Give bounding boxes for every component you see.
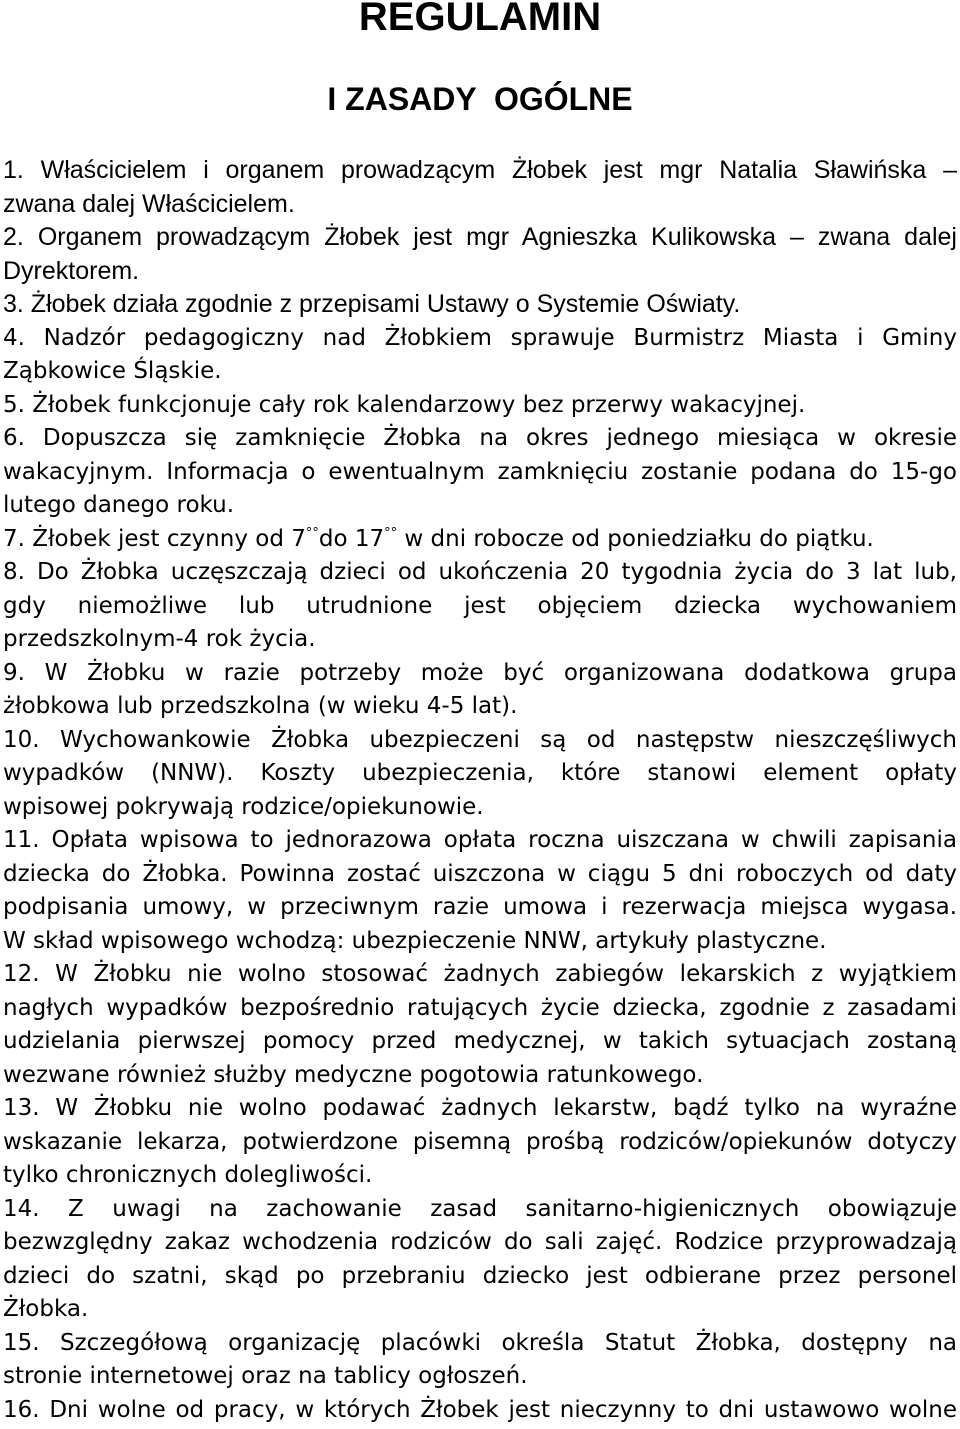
item-line: 16. Dni wolne od pracy, w których Żłobek jest nieczynny to dni ustawowo wolne xyxy=(3,1396,957,1423)
item-line: zwana dalej Właścicielem. xyxy=(3,189,295,218)
regulation-item-5 xyxy=(3,389,957,423)
hour-superscript: °° xyxy=(305,525,319,541)
item-line: 10. Wychowankowie Żłobka ubezpieczeni są od następstw nieszczęśliwych xyxy=(3,726,957,753)
item-line: wskazanie lekarza, potwierdzone pisemną prośbą rodziców/opiekunów dotyczy xyxy=(3,1128,957,1155)
item-line: wpisowej pokrywają rodzice/opiekunowie. xyxy=(3,793,484,820)
item-text: do 17 xyxy=(318,525,385,552)
item-line: 1. Właścicielem i organem prowadzącym Żłobek jest mgr Natalia Sławińska – xyxy=(3,156,957,184)
item-line: 4. Nadzór pedagogiczny nad Żłobkiem sprawuje Burmistrz Miasta i Gminy xyxy=(3,324,957,351)
regulation-item-1 xyxy=(3,154,957,221)
regulation-item-11 xyxy=(3,824,957,958)
item-line: 12. W Żłobku nie wolno stosować żadnych zabiegów lekarskich z wyjątkiem xyxy=(3,961,957,987)
item-line: 9. W Żłobku w razie potrzeby może być organizowana dodatkowa grupa xyxy=(3,659,957,686)
regulation-item-9 xyxy=(3,657,957,724)
item-line: wypadków (NNW). Koszty ubezpieczenia, które stanowi element opłaty xyxy=(3,760,957,786)
item-line: wakacyjnym. Informacja o ewentualnym zamknięciu zostanie podana do 15-go xyxy=(3,458,957,485)
document-title: REGULAMIN xyxy=(358,0,602,39)
regulation-item-7 xyxy=(3,523,957,557)
regulation-item-15 xyxy=(3,1327,957,1394)
item-line: udzielania pierwszej pomocy przed medycznej, w takich sytuacjach zostaną xyxy=(3,1028,957,1054)
item-line: 11. Opłata wpisowa to jednorazowa opłata roczna uiszczana w chwili zapisania xyxy=(3,827,957,853)
item-line: przedszkolnym-4 rok życia. xyxy=(3,626,316,652)
item-line: lutego danego roku. xyxy=(3,492,235,518)
regulation-item-12 xyxy=(3,958,957,1092)
item-line: dzieci do szatni, skąd po przebraniu dziecko jest odbierane przez personel xyxy=(3,1262,957,1289)
item-line: 5. Żłobek funkcjonuje cały rok kalendarzowy bez przerwy wakacyjnej. xyxy=(3,391,806,418)
item-text: 7. Żłobek jest czynny od 7 xyxy=(3,525,306,552)
item-text: w dni robocze od poniedziałku do piątku. xyxy=(397,525,874,552)
regulation-item-3 xyxy=(3,288,957,322)
section-heading: I ZASADY OGÓLNE xyxy=(327,81,633,117)
item-line: 3. Żłobek działa zgodnie z przepisami Ustawy o Systemie Oświaty. xyxy=(3,290,741,318)
item-line: tylko chronicznych dolegliwości. xyxy=(3,1162,373,1188)
item-line: bezwzględny zakaz wchodzenia rodziców do sali zajęć. Rodzice przyprowadzają xyxy=(3,1229,957,1255)
item-line: Dyrektorem. xyxy=(3,256,140,285)
regulation-item-6 xyxy=(3,422,957,523)
item-line: dziecka do Żłobka. Powinna zostać uiszczona w ciągu 5 dni roboczych od daty xyxy=(3,860,957,887)
item-line: 2. Organem prowadzącym Żłobek jest mgr Agnieszka Kulikowska – zwana dalej xyxy=(3,223,957,251)
item-line: 8. Do Żłobka uczęszczają dzieci od ukończenia 20 tygodnia życia do 3 lat lub, xyxy=(3,559,957,585)
regulation-item-16 xyxy=(3,1394,957,1428)
item-line: 6. Dopuszcza się zamknięcie Żłobka na okres jednego miesiąca w okresie xyxy=(3,425,957,451)
item-line xyxy=(3,523,957,557)
regulation-list xyxy=(3,154,957,1427)
regulation-item-14 xyxy=(3,1193,957,1327)
item-line: Żłobka. xyxy=(3,1296,89,1322)
regulation-item-13 xyxy=(3,1092,957,1193)
item-line: 15. Szczegółową organizację placówki określa Statut Żłobka, dostępny na xyxy=(3,1329,957,1356)
hour-superscript: °° xyxy=(384,525,398,541)
item-line: 13. W Żłobku nie wolno podawać żadnych lekarstw, bądź tylko na wyraźne xyxy=(3,1095,957,1121)
item-line: W skład wpisowego wchodzą: ubezpieczenie NNW, artykuły plastyczne. xyxy=(3,927,827,954)
item-line: stronie internetowej oraz na tablicy ogłoszeń. xyxy=(3,1363,528,1389)
item-line: żłobkowa lub przedszkolna (w wieku 4-5 lat). xyxy=(3,693,518,719)
item-line: 14. Z uwagi na zachowanie zasad sanitarno-higienicznych obowiązuje xyxy=(3,1195,957,1222)
item-line: nagłych wypadków bezpośrednio ratujących życie dziecka, zgodnie z zasadami xyxy=(3,994,957,1021)
item-line: podpisania umowy, w przeciwnym razie umowa i rezerwacja miejsca wygasa. xyxy=(3,894,957,920)
item-line: gdy niemożliwe lub utrudnione jest objęciem dziecka wychowaniem xyxy=(3,592,957,619)
item-line: Ząbkowice Śląskie. xyxy=(3,358,222,384)
item-line: wezwane również służby medyczne pogotowia ratunkowego. xyxy=(3,1061,704,1088)
regulation-item-4 xyxy=(3,322,957,389)
regulation-item-2 xyxy=(3,221,957,288)
regulation-item-8 xyxy=(3,556,957,657)
regulation-item-10 xyxy=(3,724,957,825)
